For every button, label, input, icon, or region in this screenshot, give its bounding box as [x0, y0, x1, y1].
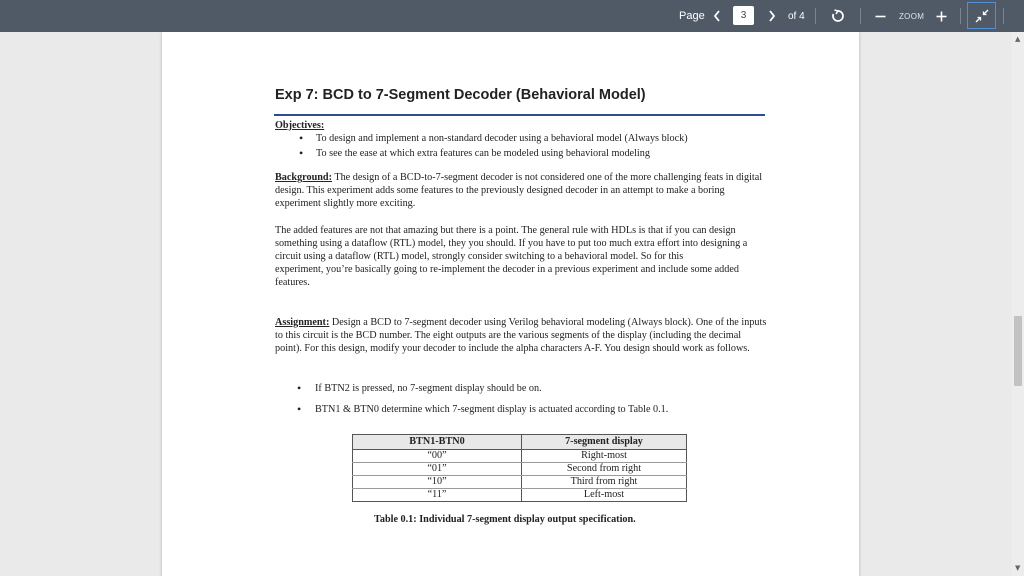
table-caption: Table 0.1: Individual 7-segment display output specification.: [374, 514, 636, 525]
rotate-icon: [831, 9, 845, 23]
background-heading: Background:: [275, 172, 332, 183]
previous-page-button[interactable]: [711, 0, 723, 32]
assignment-heading: Assignment:: [275, 317, 330, 328]
table-cell: “00”: [353, 450, 522, 463]
objectives-heading: Objectives:: [275, 120, 325, 131]
exit-fullscreen-icon: [975, 9, 989, 23]
rotate-button[interactable]: [829, 0, 847, 32]
table-cell: Right-most: [522, 450, 687, 463]
table-cell: Second from right: [522, 463, 687, 476]
plus-icon: [936, 11, 947, 22]
document-viewport[interactable]: [0, 32, 1024, 576]
exit-fullscreen-button[interactable]: [967, 2, 996, 29]
scrollbar-thumb[interactable]: [1014, 316, 1022, 386]
viewer-toolbar: [0, 0, 1024, 32]
table-row: [353, 489, 687, 502]
table-row: [353, 450, 687, 463]
toolbar-divider: [860, 8, 861, 24]
toolbar-divider: [815, 8, 816, 24]
segment-table: [352, 434, 687, 502]
chevron-right-icon: [768, 10, 776, 22]
title-underline: [274, 114, 765, 116]
features-paragraph: [275, 224, 765, 289]
page-total: of 4: [788, 10, 805, 22]
table-cell: “10”: [353, 476, 522, 489]
assignment-text: Design a BCD to 7-segment decoder using Verilog behavioral modeling (Always block). One of the inputs to this circuit is the BCD number. The eight outputs are the various segments of the display (including the decimal point). For this design, modify your decoder to include the alpha characters A-F. You design should work as follows.: [275, 317, 767, 354]
table-row: [353, 463, 687, 476]
list-item: • To design and implement a non-standard decoder using a behavioral model (Always block): [299, 132, 688, 147]
document-page: [162, 32, 859, 576]
table-row: [353, 476, 687, 489]
zoom-label: ZOOM: [899, 11, 925, 21]
table-header-row: [353, 435, 687, 450]
zoom-out-button[interactable]: [873, 0, 887, 32]
features-line-1: The added features are not that amazing but there is a point. The general rule with HDLs is that if you can design something using a dataflow (RTL) model, they you should. If you have to put too much extra effort into designing a circuit using a dataflow (RTL) model, strongly consider switching to a behavioral model. So for this: [275, 225, 748, 262]
objectives-list: [299, 132, 688, 161]
page-label: Page: [679, 10, 705, 22]
table-cell: “11”: [353, 489, 522, 502]
page-title: Exp 7: BCD to 7-Segment Decoder (Behavioral Model): [275, 87, 646, 103]
table-cell: Third from right: [522, 476, 687, 489]
bullet-text: BTN1 & BTN0 determine which 7-segment display is actuated according to Table 0.1.: [315, 404, 669, 415]
toolbar-divider: [1003, 8, 1004, 24]
background-paragraph: [275, 171, 765, 210]
table-cell: Left-most: [522, 489, 687, 502]
assignment-paragraph: [275, 316, 767, 355]
features-line-2: experiment, you’re basically going to re-implement the decoder in a previous experiment and include some added features.: [275, 264, 739, 288]
chevron-left-icon: [713, 10, 721, 22]
background-text: The design of a BCD-to-7-segment decoder is not considered one of the more challenging feats in digital design. This experiment adds some features to the previously designed decoder in an attempt to make a boring experiment slightly more exciting.: [275, 172, 763, 209]
scroll-up-icon[interactable]: ▲: [1015, 35, 1021, 43]
table-header-cell: BTN1-BTN0: [353, 435, 522, 450]
list-item: • To see the ease at which extra features can be modeled using behavioral modeling: [299, 147, 688, 162]
zoom-in-button[interactable]: [934, 0, 948, 32]
page-number-input[interactable]: [733, 6, 754, 25]
bullet-icon: •: [297, 381, 302, 395]
table-header-cell: 7-segment display: [522, 435, 687, 450]
minus-icon: [875, 11, 886, 22]
toolbar-divider: [960, 8, 961, 24]
bullet-text: If BTN2 is pressed, no 7-segment display should be on.: [315, 383, 542, 394]
vertical-scrollbar[interactable]: [1012, 32, 1024, 576]
next-page-button[interactable]: [765, 0, 779, 32]
bullet-icon: •: [297, 402, 302, 416]
table-cell: “01”: [353, 463, 522, 476]
scroll-down-icon[interactable]: ▼: [1015, 564, 1021, 572]
